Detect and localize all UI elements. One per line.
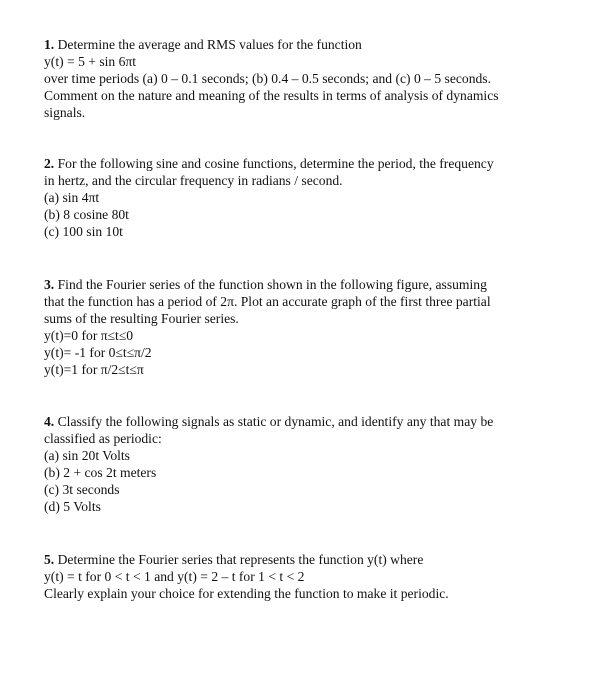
problem-2-number: 2. <box>44 156 55 171</box>
problem-4-number: 4. <box>44 414 55 429</box>
problem-5-instruction: Clearly explain your choice for extending the function to make it periodic. <box>44 586 449 601</box>
problem-3-piece-3: y(t)=1 for π/2≤t≤π <box>44 362 144 377</box>
problem-3-line-1 <box>44 276 491 293</box>
problem-5-number: 5. <box>44 552 55 567</box>
problem-2-prompt: For the following sine and cosine functions, determine the period, the frequency <box>57 156 494 171</box>
problem-4-item-a: (a) sin 20t Volts <box>44 448 130 463</box>
problem-4 <box>44 413 493 515</box>
problem-1-comment-line-1: Comment on the nature and meaning of the results in terms of analysis of dynamics <box>44 88 499 103</box>
problem-5-function: y(t) = t for 0 < t < 1 and y(t) = 2 – t for 1 < t < 2 <box>44 569 305 584</box>
problem-1-number: 1. <box>44 37 55 52</box>
problem-2 <box>44 155 494 240</box>
problem-4-item-b: (b) 2 + cos 2t meters <box>44 465 157 480</box>
problem-2-prompt-line-2: in hertz, and the circular frequency in radians / second. <box>44 173 343 188</box>
problem-3 <box>44 276 491 378</box>
problem-2-line-1 <box>44 155 494 172</box>
problem-3-number: 3. <box>44 277 55 292</box>
problem-3-prompt-line-3: sums of the resulting Fourier series. <box>44 311 239 326</box>
problem-3-prompt: Find the Fourier series of the function shown in the following figure, assuming <box>57 277 487 292</box>
problem-1-prompt: Determine the average and RMS values for the function <box>57 37 362 52</box>
problem-2-item-c: (c) 100 sin 10t <box>44 224 123 239</box>
problem-2-item-b: (b) 8 cosine 80t <box>44 207 129 222</box>
problem-1-time-periods: over time periods (a) 0 – 0.1 seconds; (b) 0.4 – 0.5 seconds; and (c) 0 – 5 seconds. <box>44 71 491 86</box>
problem-4-prompt: Classify the following signals as static or dynamic, and identify any that may be <box>57 414 494 429</box>
problem-5 <box>44 551 449 602</box>
problem-4-item-d: (d) 5 Volts <box>44 499 101 514</box>
problem-4-item-c: (c) 3t seconds <box>44 482 120 497</box>
problem-1-function: y(t) = 5 + sin 6πt <box>44 54 137 69</box>
problem-3-piece-2: y(t)= -1 for 0≤t≤π/2 <box>44 345 152 360</box>
problem-3-piece-1: y(t)=0 for π≤t≤0 <box>44 328 134 343</box>
problem-5-line-1 <box>44 551 449 568</box>
problem-2-item-a: (a) sin 4πt <box>44 190 100 205</box>
problem-4-line-1 <box>44 413 493 430</box>
problem-1-line-1 <box>44 36 499 53</box>
problem-1-comment-line-2: signals. <box>44 105 86 120</box>
problem-1 <box>44 36 499 121</box>
problem-4-prompt-line-2: classified as periodic: <box>44 431 162 446</box>
problem-5-prompt: Determine the Fourier series that represents the function y(t) where <box>57 552 424 567</box>
problem-3-prompt-line-2: that the function has a period of 2π. Plot an accurate graph of the first three partial <box>44 294 491 309</box>
